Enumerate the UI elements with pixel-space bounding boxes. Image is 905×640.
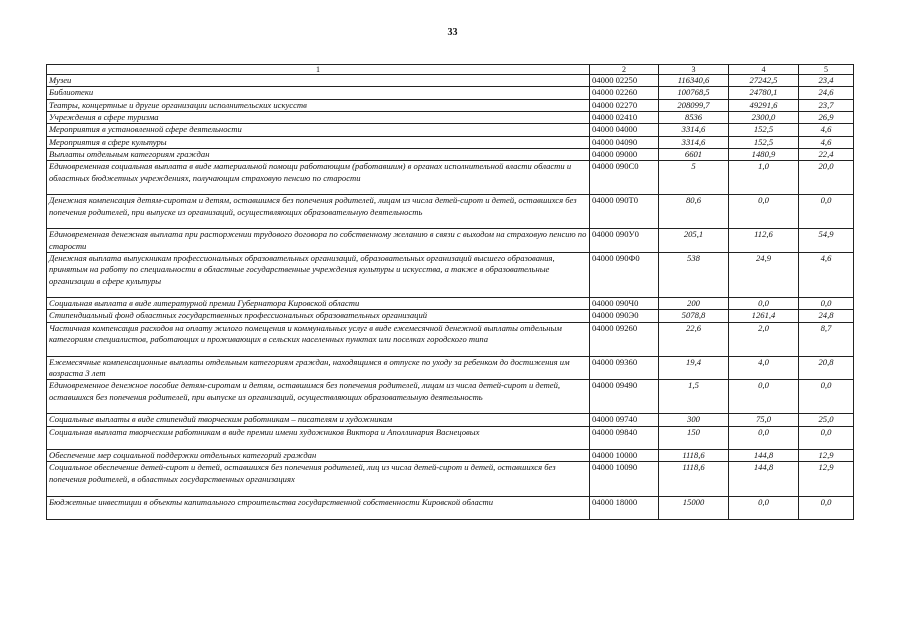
row-code-cell: 04000 09740 [590, 414, 659, 426]
row-plan-value-cell: 1118,6 [659, 449, 729, 461]
row-name-cell: Социальные выплаты в виде стипендий творческим работникам – писателям и художникам [47, 414, 590, 426]
row-percent-cell: 24,6 [799, 87, 854, 99]
row-plan-value-cell: 208099,7 [659, 99, 729, 111]
row-actual-value-cell: 0,0 [729, 298, 799, 310]
row-percent-cell: 0,0 [799, 380, 854, 414]
row-plan-value-cell: 100768,5 [659, 87, 729, 99]
budget-table [46, 64, 854, 520]
row-name-cell: Ежемесячные компенсационные выплаты отдельным категориям граждан, находящимся в отпуске по уходу за ребенком до достижения им возраста 3 лет [47, 356, 590, 380]
row-plan-value-cell: 1,5 [659, 380, 729, 414]
table-row [47, 229, 854, 253]
row-code-cell: 04000 10000 [590, 449, 659, 461]
row-plan-value-cell: 5 [659, 161, 729, 195]
row-code-cell: 04000 02260 [590, 87, 659, 99]
row-code-cell: 04000 18000 [590, 497, 659, 520]
row-name-cell: Социальная выплата творческим работникам в виде премии имени художников Виктора и Аполлинария Васнецовых [47, 426, 590, 449]
table-row [47, 298, 854, 310]
table-row [47, 380, 854, 414]
row-actual-value-cell: 1,0 [729, 161, 799, 195]
table-row [47, 124, 854, 136]
row-plan-value-cell: 200 [659, 298, 729, 310]
row-actual-value-cell: 152,5 [729, 124, 799, 136]
row-code-cell: 04000 090Э0 [590, 310, 659, 322]
row-actual-value-cell: 24780,1 [729, 87, 799, 99]
table-row [47, 161, 854, 195]
row-plan-value-cell: 15000 [659, 497, 729, 520]
row-name-cell: Выплаты отдельным категориям граждан [47, 149, 590, 161]
row-name-cell: Социальное обеспечение детей-сирот и детей, оставшихся без попечения родителей, лиц из числа детей-сирот и детей, оставшихся без попечения родителей, в областных государственных организациях [47, 462, 590, 497]
table-row [47, 195, 854, 229]
row-code-cell: 04000 02410 [590, 112, 659, 124]
table-row [47, 87, 854, 99]
row-name-cell: Обеспечение мер социальной поддержки отдельных категорий граждан [47, 449, 590, 461]
table-row [47, 426, 854, 449]
row-percent-cell: 0,0 [799, 497, 854, 520]
row-code-cell: 04000 02250 [590, 75, 659, 87]
row-actual-value-cell: 27242,5 [729, 75, 799, 87]
row-name-cell: Учреждения в сфере туризма [47, 112, 590, 124]
row-code-cell: 04000 04000 [590, 124, 659, 136]
row-plan-value-cell: 116340,6 [659, 75, 729, 87]
row-code-cell: 04000 04090 [590, 136, 659, 148]
row-percent-cell: 20,0 [799, 161, 854, 195]
row-percent-cell: 25,0 [799, 414, 854, 426]
column-header: 4 [729, 65, 799, 75]
row-plan-value-cell: 538 [659, 253, 729, 298]
row-actual-value-cell: 0,0 [729, 426, 799, 449]
row-code-cell: 04000 09000 [590, 149, 659, 161]
row-percent-cell: 8,7 [799, 322, 854, 356]
row-plan-value-cell: 19,4 [659, 356, 729, 380]
row-percent-cell: 54,9 [799, 229, 854, 253]
row-name-cell: Стипендиальный фонд областных государственных профессиональных образовательных организаций [47, 310, 590, 322]
row-code-cell: 04000 090Ф0 [590, 253, 659, 298]
column-header: 5 [799, 65, 854, 75]
row-actual-value-cell: 0,0 [729, 380, 799, 414]
row-name-cell: Денежная компенсация детям-сиротам и детям, оставшимся без попечения родителей, лицам из числа детей-сирот и детей, оставшихся без попечения родителей, при выпуске из организаций, осуществляющих образовательную деятельность [47, 195, 590, 229]
row-percent-cell: 23,4 [799, 75, 854, 87]
row-plan-value-cell: 5078,8 [659, 310, 729, 322]
row-code-cell: 04000 10090 [590, 462, 659, 497]
row-code-cell: 04000 090У0 [590, 229, 659, 253]
row-actual-value-cell: 4,0 [729, 356, 799, 380]
table-row [47, 449, 854, 461]
row-percent-cell: 23,7 [799, 99, 854, 111]
table-row [47, 414, 854, 426]
row-actual-value-cell: 2300,0 [729, 112, 799, 124]
row-percent-cell: 4,6 [799, 124, 854, 136]
row-plan-value-cell: 80,6 [659, 195, 729, 229]
row-name-cell: Единовременное денежное пособие детям-сиротам и детям, оставшимся без попечения родителей, лицам из числа детей-сирот и детей, оставшихся без попечения родителей, при выпуске из организаций, осуществляющих образовательную деятельность [47, 380, 590, 414]
row-percent-cell: 20,8 [799, 356, 854, 380]
row-actual-value-cell: 24,9 [729, 253, 799, 298]
table-header-row [47, 65, 854, 75]
row-code-cell: 04000 090Ч0 [590, 298, 659, 310]
row-percent-cell: 12,9 [799, 462, 854, 497]
row-name-cell: Музеи [47, 75, 590, 87]
table-row [47, 112, 854, 124]
row-name-cell: Единовременная социальная выплата в виде материальной помощи работающим (работавшим) в органах исполнительной власти области и областных бюджетных учреждениях, получающим страховую пенсию по старости [47, 161, 590, 195]
table-row [47, 99, 854, 111]
row-name-cell: Библиотеки [47, 87, 590, 99]
row-actual-value-cell: 0,0 [729, 497, 799, 520]
row-plan-value-cell: 3314,6 [659, 136, 729, 148]
table-row [47, 253, 854, 298]
row-plan-value-cell: 6601 [659, 149, 729, 161]
row-code-cell: 04000 09360 [590, 356, 659, 380]
row-actual-value-cell: 1480,9 [729, 149, 799, 161]
row-plan-value-cell: 1118,6 [659, 462, 729, 497]
row-percent-cell: 22,4 [799, 149, 854, 161]
row-code-cell: 04000 02270 [590, 99, 659, 111]
table-row [47, 462, 854, 497]
table-row [47, 356, 854, 380]
row-plan-value-cell: 300 [659, 414, 729, 426]
row-actual-value-cell: 144,8 [729, 462, 799, 497]
row-actual-value-cell: 75,0 [729, 414, 799, 426]
row-plan-value-cell: 8536 [659, 112, 729, 124]
row-code-cell: 04000 09490 [590, 380, 659, 414]
row-percent-cell: 26,9 [799, 112, 854, 124]
row-percent-cell: 0,0 [799, 426, 854, 449]
row-percent-cell: 4,6 [799, 136, 854, 148]
row-actual-value-cell: 0,0 [729, 195, 799, 229]
table-row [47, 136, 854, 148]
column-header: 1 [47, 65, 590, 75]
table-row [47, 497, 854, 520]
row-plan-value-cell: 150 [659, 426, 729, 449]
row-actual-value-cell: 49291,6 [729, 99, 799, 111]
row-percent-cell: 0,0 [799, 298, 854, 310]
row-name-cell: Денежная выплата выпускникам профессиональных образовательных организаций, образовательных организаций высшего образования, принятым на работу по специальности в областные государственные учреждения культуры и искусства, а также в образовательные организации в сфере культуры [47, 253, 590, 298]
row-actual-value-cell: 152,5 [729, 136, 799, 148]
row-percent-cell: 12,9 [799, 449, 854, 461]
row-actual-value-cell: 1261,4 [729, 310, 799, 322]
row-code-cell: 04000 09840 [590, 426, 659, 449]
row-plan-value-cell: 205,1 [659, 229, 729, 253]
row-plan-value-cell: 22,6 [659, 322, 729, 356]
table-body [47, 75, 854, 520]
row-code-cell: 04000 090Т0 [590, 195, 659, 229]
row-actual-value-cell: 112,6 [729, 229, 799, 253]
row-actual-value-cell: 144,8 [729, 449, 799, 461]
row-percent-cell: 0,0 [799, 195, 854, 229]
row-code-cell: 04000 09260 [590, 322, 659, 356]
row-name-cell: Театры, концертные и другие организации исполнительских искусств [47, 99, 590, 111]
row-name-cell: Мероприятия в сфере культуры [47, 136, 590, 148]
table-row [47, 75, 854, 87]
table-row [47, 149, 854, 161]
row-name-cell: Частичная компенсация расходов на оплату жилого помещения и коммунальных услуг в виде ежемесячной денежной выплаты отдельным категориям специалистов, работающих и проживающих в сельских населенных пунктах или поселках городского типа [47, 322, 590, 356]
column-header: 2 [590, 65, 659, 75]
row-name-cell: Социальная выплата в виде литературной премии Губернатора Кировской области [47, 298, 590, 310]
row-actual-value-cell: 2,0 [729, 322, 799, 356]
row-percent-cell: 4,6 [799, 253, 854, 298]
row-name-cell: Бюджетные инвестиции в объекты капитального строительства государственной собственности Кировской области [47, 497, 590, 520]
table-row [47, 322, 854, 356]
row-plan-value-cell: 3314,6 [659, 124, 729, 136]
page-number: 33 [447, 27, 458, 38]
row-percent-cell: 24,8 [799, 310, 854, 322]
column-header: 3 [659, 65, 729, 75]
row-name-cell: Единовременная денежная выплата при расторжении трудового договора по собственному желанию в связи с выходом на страховую пенсию по старости [47, 229, 590, 253]
table-row [47, 310, 854, 322]
row-code-cell: 04000 090С0 [590, 161, 659, 195]
row-name-cell: Мероприятия в установленной сфере деятельности [47, 124, 590, 136]
